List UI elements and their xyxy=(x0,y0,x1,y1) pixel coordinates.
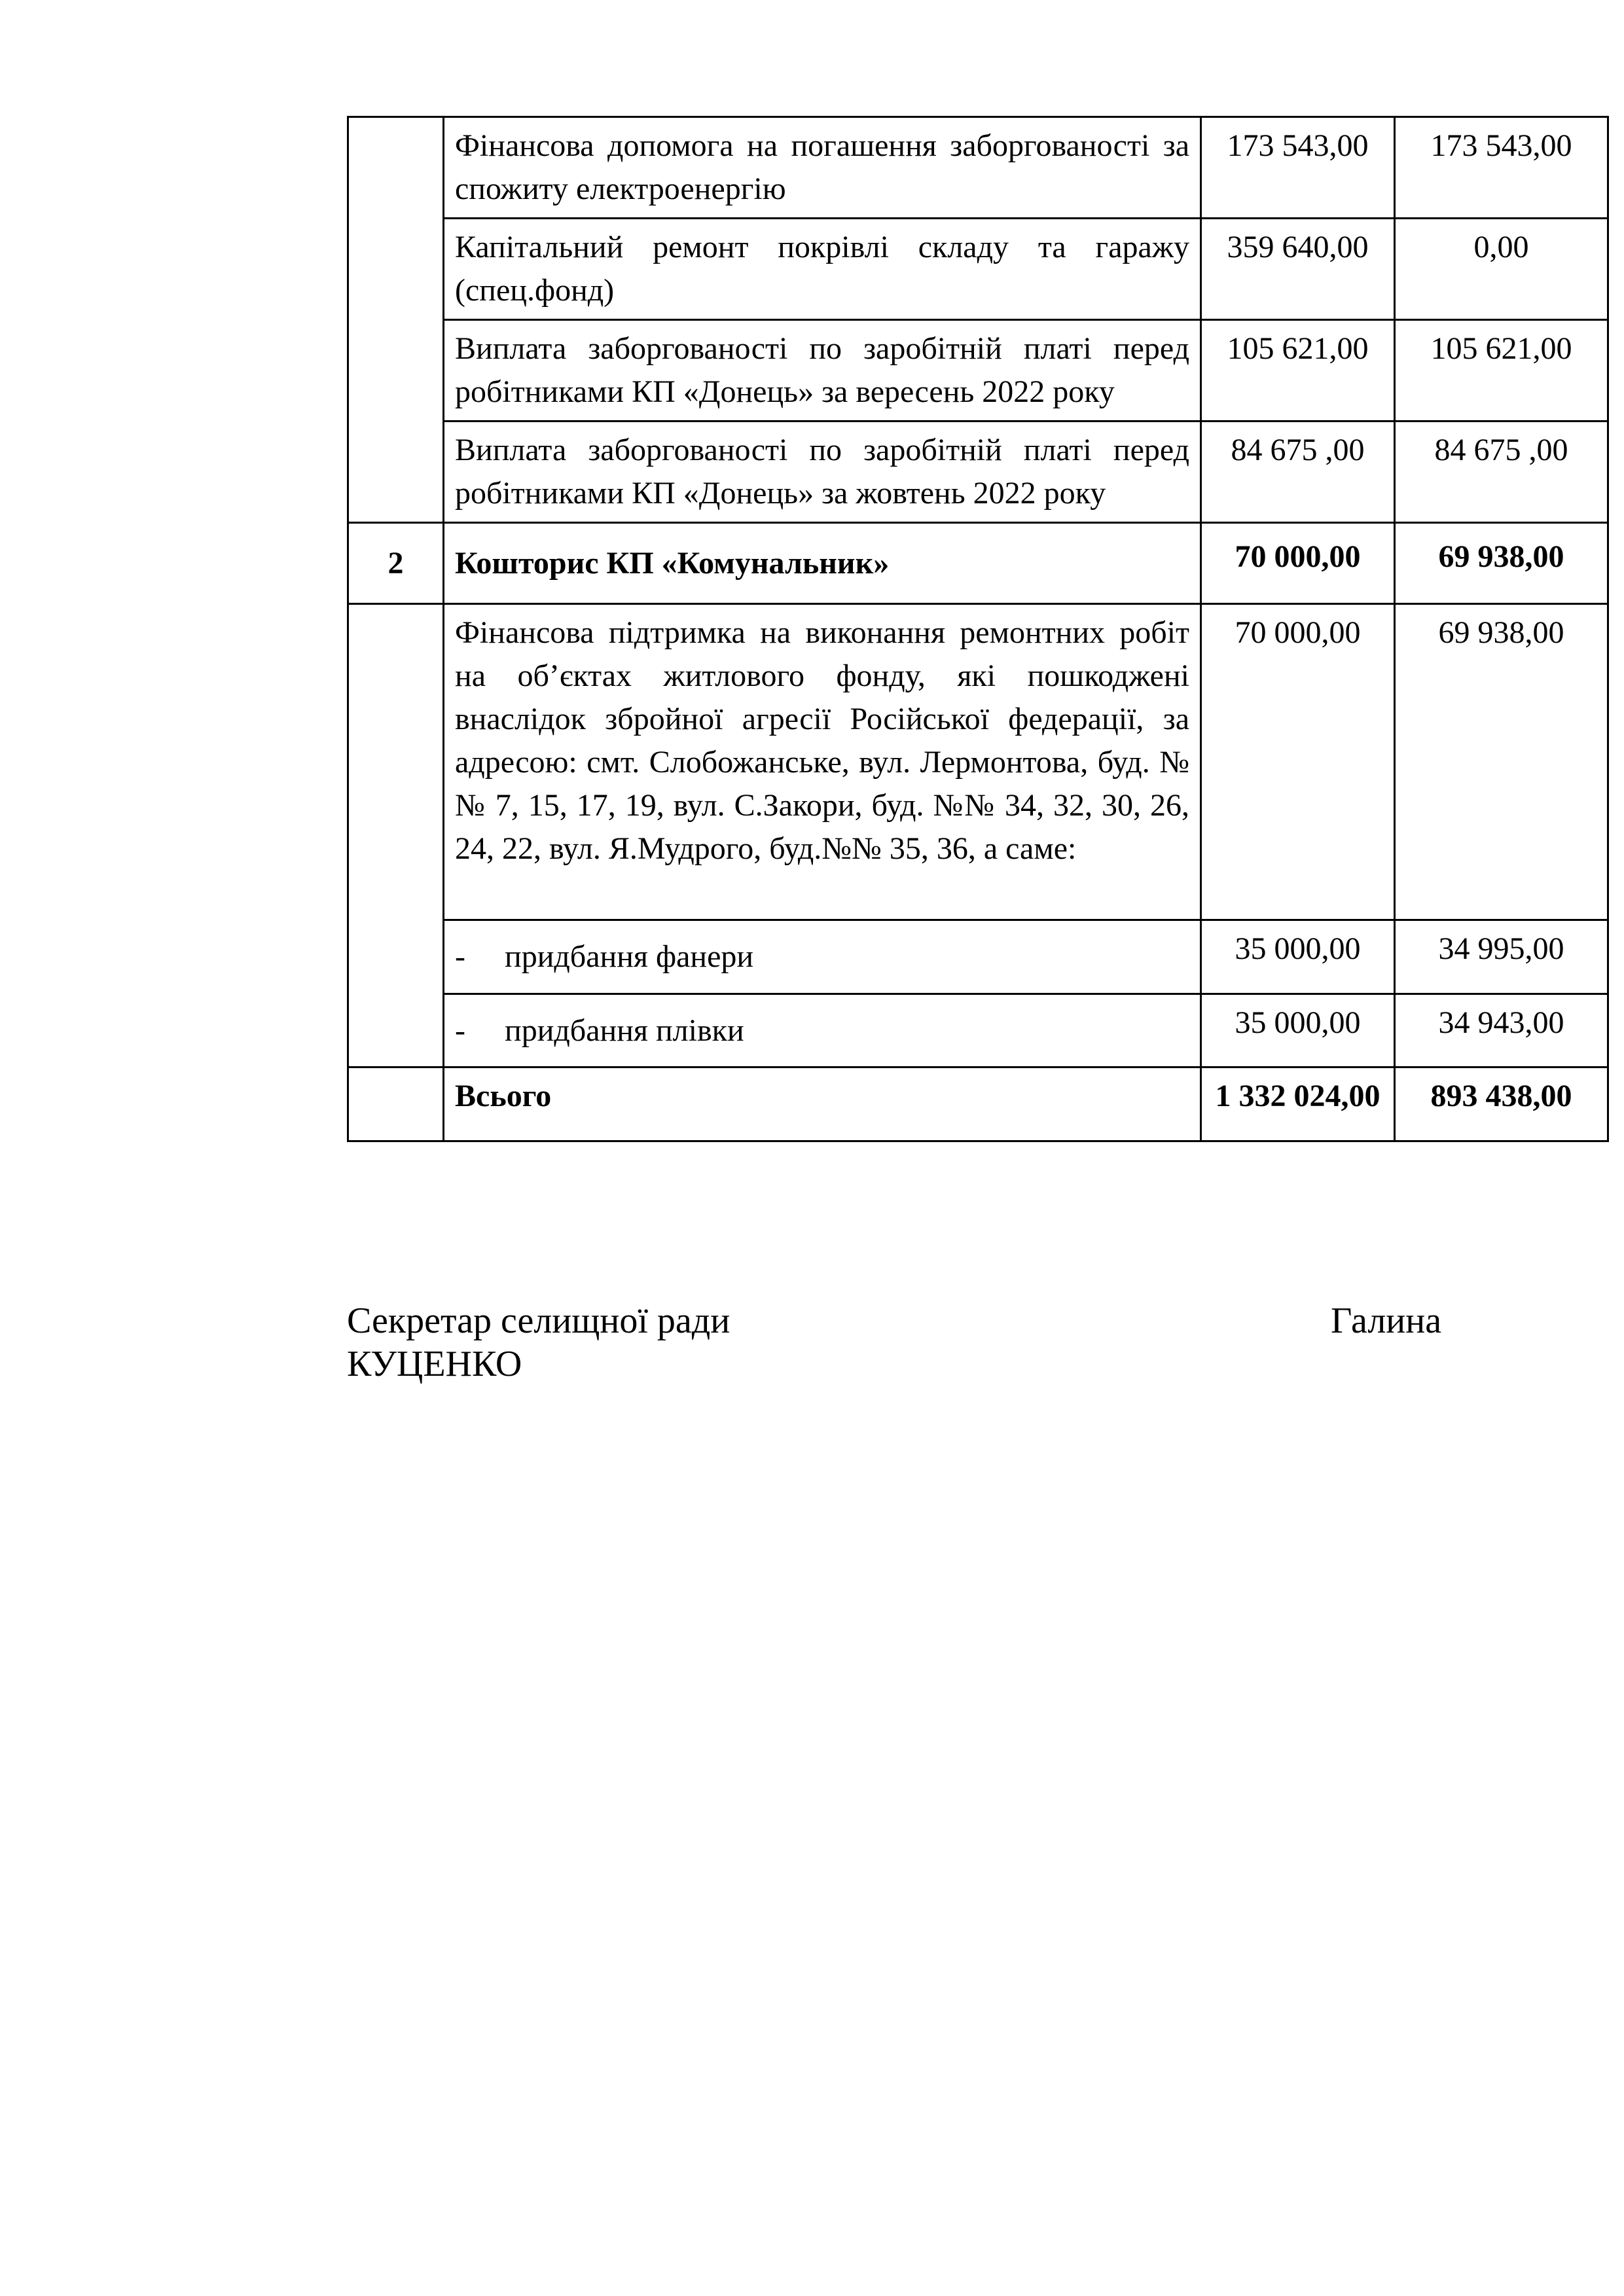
planned-amount: 35 000,00 xyxy=(1201,994,1395,1067)
signatory-title: Секретар селищної ради xyxy=(347,1300,731,1341)
total-actual-amount: 893 438,00 xyxy=(1395,1067,1608,1141)
actual-amount: 34 995,00 xyxy=(1395,920,1608,994)
row-description: Виплата заборгованості по заробітній платі перед робітниками КП «Донець» за жовтень 2022 року xyxy=(444,422,1201,523)
table-row xyxy=(348,422,1608,523)
actual-amount: 84 675 ,00 xyxy=(1395,422,1608,523)
planned-amount: 105 621,00 xyxy=(1201,320,1395,422)
row-description xyxy=(444,994,1201,1067)
actual-amount: 105 621,00 xyxy=(1395,320,1608,422)
planned-amount: 35 000,00 xyxy=(1201,920,1395,994)
table-row xyxy=(348,117,1608,219)
row-number xyxy=(348,117,444,523)
table-row xyxy=(348,219,1608,320)
planned-amount: 70 000,00 xyxy=(1201,604,1395,920)
section-row xyxy=(348,523,1608,604)
table-row xyxy=(348,604,1608,920)
planned-amount: 359 640,00 xyxy=(1201,219,1395,320)
table-row xyxy=(348,994,1608,1067)
planned-amount: 173 543,00 xyxy=(1201,117,1395,219)
item-label: придбання плівки xyxy=(505,1013,744,1048)
actual-amount: 0,00 xyxy=(1395,219,1608,320)
signatory-first-name: Галина xyxy=(1331,1300,1442,1341)
row-description: Капітальний ремонт покрівлі складу та гаражу (спец.фонд) xyxy=(444,219,1201,320)
row-description: Фінансова допомога на погашення заборгованості за спожиту електроенергію xyxy=(444,117,1201,219)
total-row xyxy=(348,1067,1608,1141)
section-planned-amount: 70 000,00 xyxy=(1201,523,1395,604)
actual-amount: 173 543,00 xyxy=(1395,117,1608,219)
row-description: Виплата заборгованості по заробітній платі перед робітниками КП «Донець» за вересень 2022 року xyxy=(444,320,1201,422)
actual-amount: 34 943,00 xyxy=(1395,994,1608,1067)
table-row xyxy=(348,920,1608,994)
actual-amount: 69 938,00 xyxy=(1395,604,1608,920)
budget-table xyxy=(347,116,1609,1142)
list-dash: - xyxy=(455,1013,465,1048)
total-planned-amount: 1 332 024,00 xyxy=(1201,1067,1395,1141)
signatory-last-name: КУЦЕНКО xyxy=(347,1344,522,1384)
section-number: 2 xyxy=(348,523,444,604)
row-number xyxy=(348,604,444,1067)
row-description: Фінансова підтримка на виконання ремонтних робіт на об’єктах житлового фонду, які пошкоджені внаслідок збройної агресії Російської федерації, за адресою: смт. Слобожанське, вул. Лермонтова, буд. №№ 7, 15, 17, 19, вул. С.Закори, буд. №№ 34, 32, 30, 26, 24, 22, вул. Я.Мудрого, буд.№№ 35, 36, а саме: xyxy=(444,604,1201,920)
total-label: Всього xyxy=(444,1067,1201,1141)
total-number-cell xyxy=(348,1067,444,1141)
list-dash: - xyxy=(455,939,465,974)
section-title: Кошторис КП «Комунальник» xyxy=(444,523,1201,604)
item-label: придбання фанери xyxy=(505,939,754,974)
row-description xyxy=(444,920,1201,994)
planned-amount: 84 675 ,00 xyxy=(1201,422,1395,523)
table-row xyxy=(348,320,1608,422)
section-actual-amount: 69 938,00 xyxy=(1395,523,1608,604)
